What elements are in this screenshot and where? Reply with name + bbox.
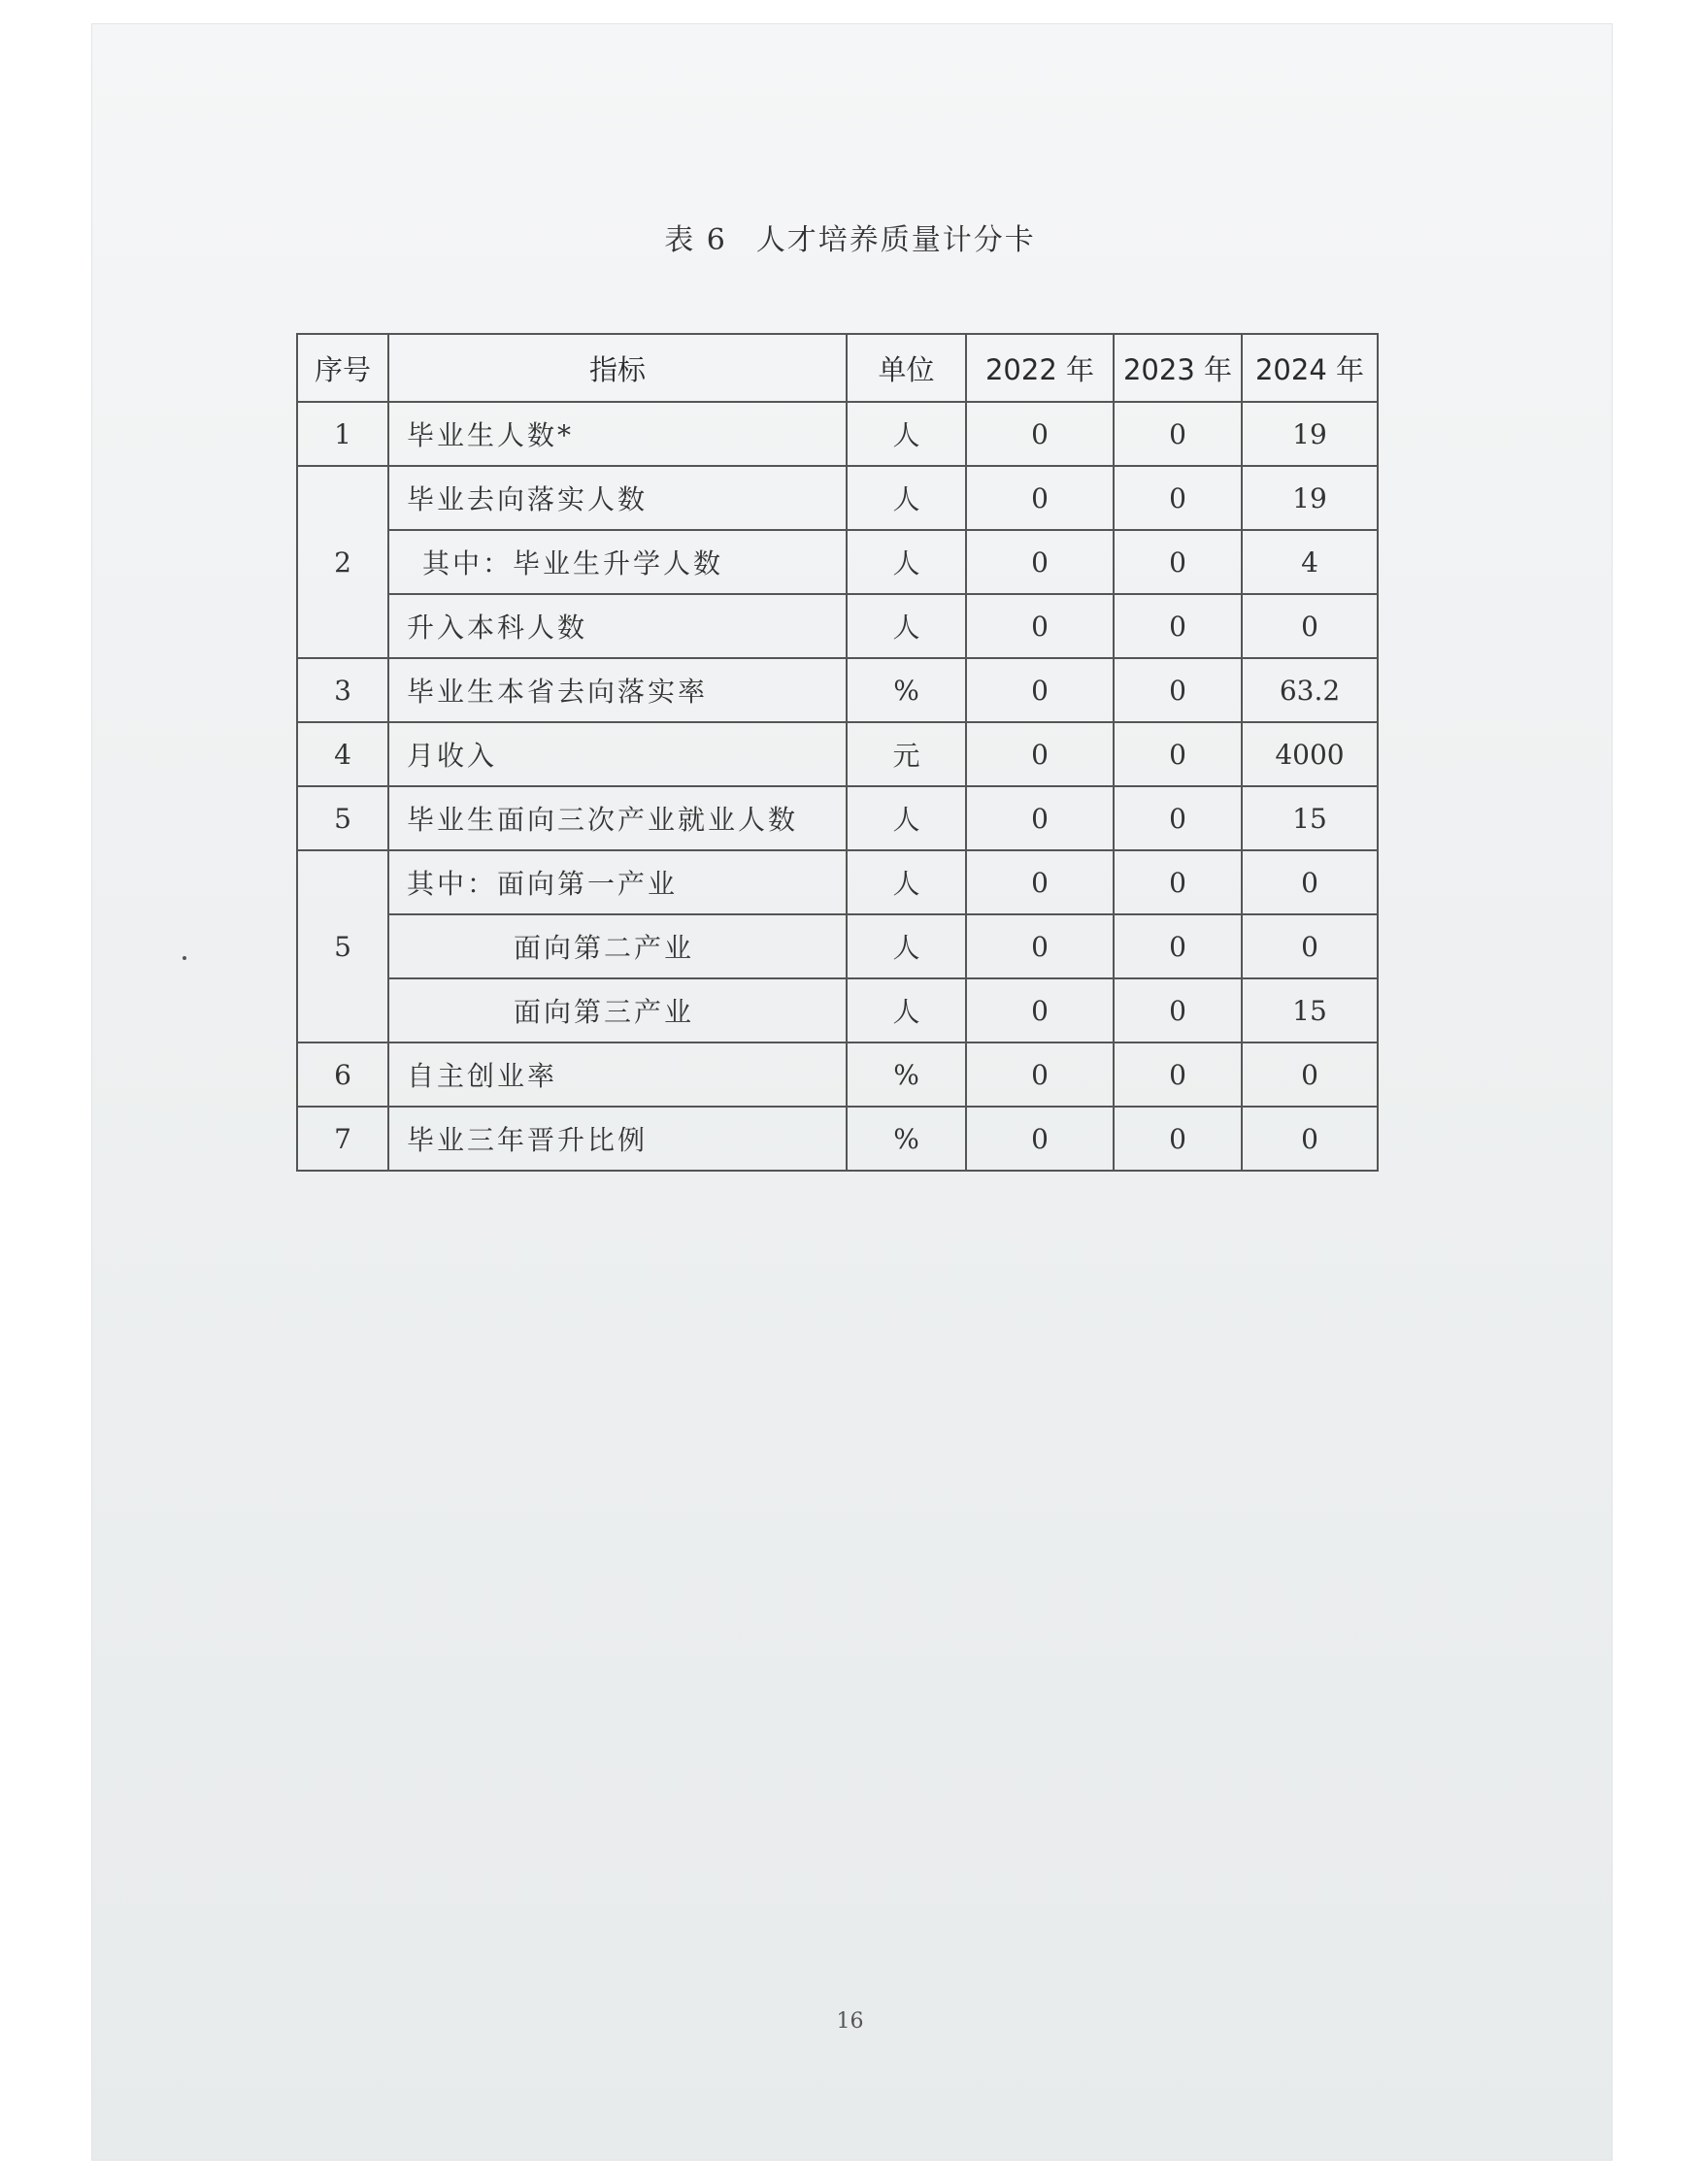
cell-2022: 0 xyxy=(966,466,1114,530)
table-row xyxy=(297,850,1378,914)
cell-indicator: 面向第三产业 xyxy=(388,978,847,1042)
cell-seq: 2 xyxy=(297,466,388,658)
cell-2022: 0 xyxy=(966,1042,1114,1107)
cell-2023: 0 xyxy=(1114,402,1242,466)
header-2024: 2024 年 xyxy=(1242,334,1378,402)
cell-2023: 0 xyxy=(1114,914,1242,978)
cell-unit: 人 xyxy=(847,402,966,466)
cell-seq: 6 xyxy=(297,1042,388,1107)
cell-2024: 4000 xyxy=(1242,722,1378,786)
table-row xyxy=(297,658,1378,722)
cell-2024: 0 xyxy=(1242,594,1378,658)
cell-indicator: 毕业生本省去向落实率 xyxy=(388,658,847,722)
cell-indicator: 毕业生人数* xyxy=(388,402,847,466)
cell-2022: 0 xyxy=(966,850,1114,914)
cell-unit: 人 xyxy=(847,466,966,530)
cell-seq: 4 xyxy=(297,722,388,786)
table-caption xyxy=(0,215,1700,258)
table-row xyxy=(297,402,1378,466)
cell-seq: 7 xyxy=(297,1107,388,1171)
cell-2022: 0 xyxy=(966,914,1114,978)
cell-unit: % xyxy=(847,1042,966,1107)
cell-2024: 0 xyxy=(1242,1042,1378,1107)
table-number: 表 6 xyxy=(664,223,727,257)
cell-indicator: 毕业去向落实人数 xyxy=(388,466,847,530)
table-title: 人才培养质量计分卡 xyxy=(755,223,1036,257)
cell-2024: 0 xyxy=(1242,1107,1378,1171)
cell-2022: 0 xyxy=(966,978,1114,1042)
cell-2024: 0 xyxy=(1242,914,1378,978)
table-row xyxy=(297,722,1378,786)
cell-indicator: 面向第二产业 xyxy=(388,914,847,978)
cell-2023: 0 xyxy=(1114,786,1242,850)
cell-indicator: 月收入 xyxy=(388,722,847,786)
cell-unit: 人 xyxy=(847,978,966,1042)
header-indicator: 指标 xyxy=(388,334,847,402)
cell-2024: 0 xyxy=(1242,850,1378,914)
cell-unit: 人 xyxy=(847,914,966,978)
table-row xyxy=(297,978,1378,1042)
cell-2024: 19 xyxy=(1242,402,1378,466)
scan-speck xyxy=(183,956,186,960)
cell-2024: 19 xyxy=(1242,466,1378,530)
cell-2023: 0 xyxy=(1114,1042,1242,1107)
cell-2023: 0 xyxy=(1114,530,1242,594)
cell-2022: 0 xyxy=(966,658,1114,722)
header-seq: 序号 xyxy=(297,334,388,402)
cell-2022: 0 xyxy=(966,402,1114,466)
cell-seq: 5 xyxy=(297,850,388,1042)
cell-2023: 0 xyxy=(1114,850,1242,914)
table-row xyxy=(297,1042,1378,1107)
cell-unit: 人 xyxy=(847,594,966,658)
cell-2022: 0 xyxy=(966,786,1114,850)
cell-unit: 人 xyxy=(847,850,966,914)
cell-2023: 0 xyxy=(1114,722,1242,786)
cell-2023: 0 xyxy=(1114,1107,1242,1171)
cell-2024: 15 xyxy=(1242,786,1378,850)
cell-2023: 0 xyxy=(1114,978,1242,1042)
cell-indicator: 自主创业率 xyxy=(388,1042,847,1107)
table-row xyxy=(297,786,1378,850)
table-row xyxy=(297,1107,1378,1171)
cell-unit: % xyxy=(847,658,966,722)
cell-indicator: 毕业生面向三次产业就业人数 xyxy=(388,786,847,850)
cell-2024: 4 xyxy=(1242,530,1378,594)
table-row xyxy=(297,914,1378,978)
cell-seq: 5 xyxy=(297,786,388,850)
cell-2022: 0 xyxy=(966,530,1114,594)
table-row xyxy=(297,594,1378,658)
table-row xyxy=(297,530,1378,594)
header-2023: 2023 年 xyxy=(1114,334,1242,402)
cell-2023: 0 xyxy=(1114,466,1242,530)
cell-2023: 0 xyxy=(1114,658,1242,722)
cell-unit: 人 xyxy=(847,530,966,594)
cell-indicator: 其中：毕业生升学人数 xyxy=(388,530,847,594)
cell-seq: 1 xyxy=(297,402,388,466)
cell-unit: 元 xyxy=(847,722,966,786)
cell-2024: 63.2 xyxy=(1242,658,1378,722)
cell-2022: 0 xyxy=(966,722,1114,786)
cell-unit: 人 xyxy=(847,786,966,850)
table-header-row xyxy=(297,334,1378,402)
cell-indicator: 升入本科人数 xyxy=(388,594,847,658)
cell-2023: 0 xyxy=(1114,594,1242,658)
cell-unit: % xyxy=(847,1107,966,1171)
cell-2022: 0 xyxy=(966,594,1114,658)
page-number: 16 xyxy=(836,2009,864,2034)
cell-indicator: 毕业三年晋升比例 xyxy=(388,1107,847,1171)
cell-seq: 3 xyxy=(297,658,388,722)
talent-quality-scorecard-table xyxy=(296,333,1379,1172)
header-unit: 单位 xyxy=(847,334,966,402)
header-2022: 2022 年 xyxy=(966,334,1114,402)
table-row xyxy=(297,466,1378,530)
cell-2024: 15 xyxy=(1242,978,1378,1042)
cell-indicator: 其中：面向第一产业 xyxy=(388,850,847,914)
cell-2022: 0 xyxy=(966,1107,1114,1171)
